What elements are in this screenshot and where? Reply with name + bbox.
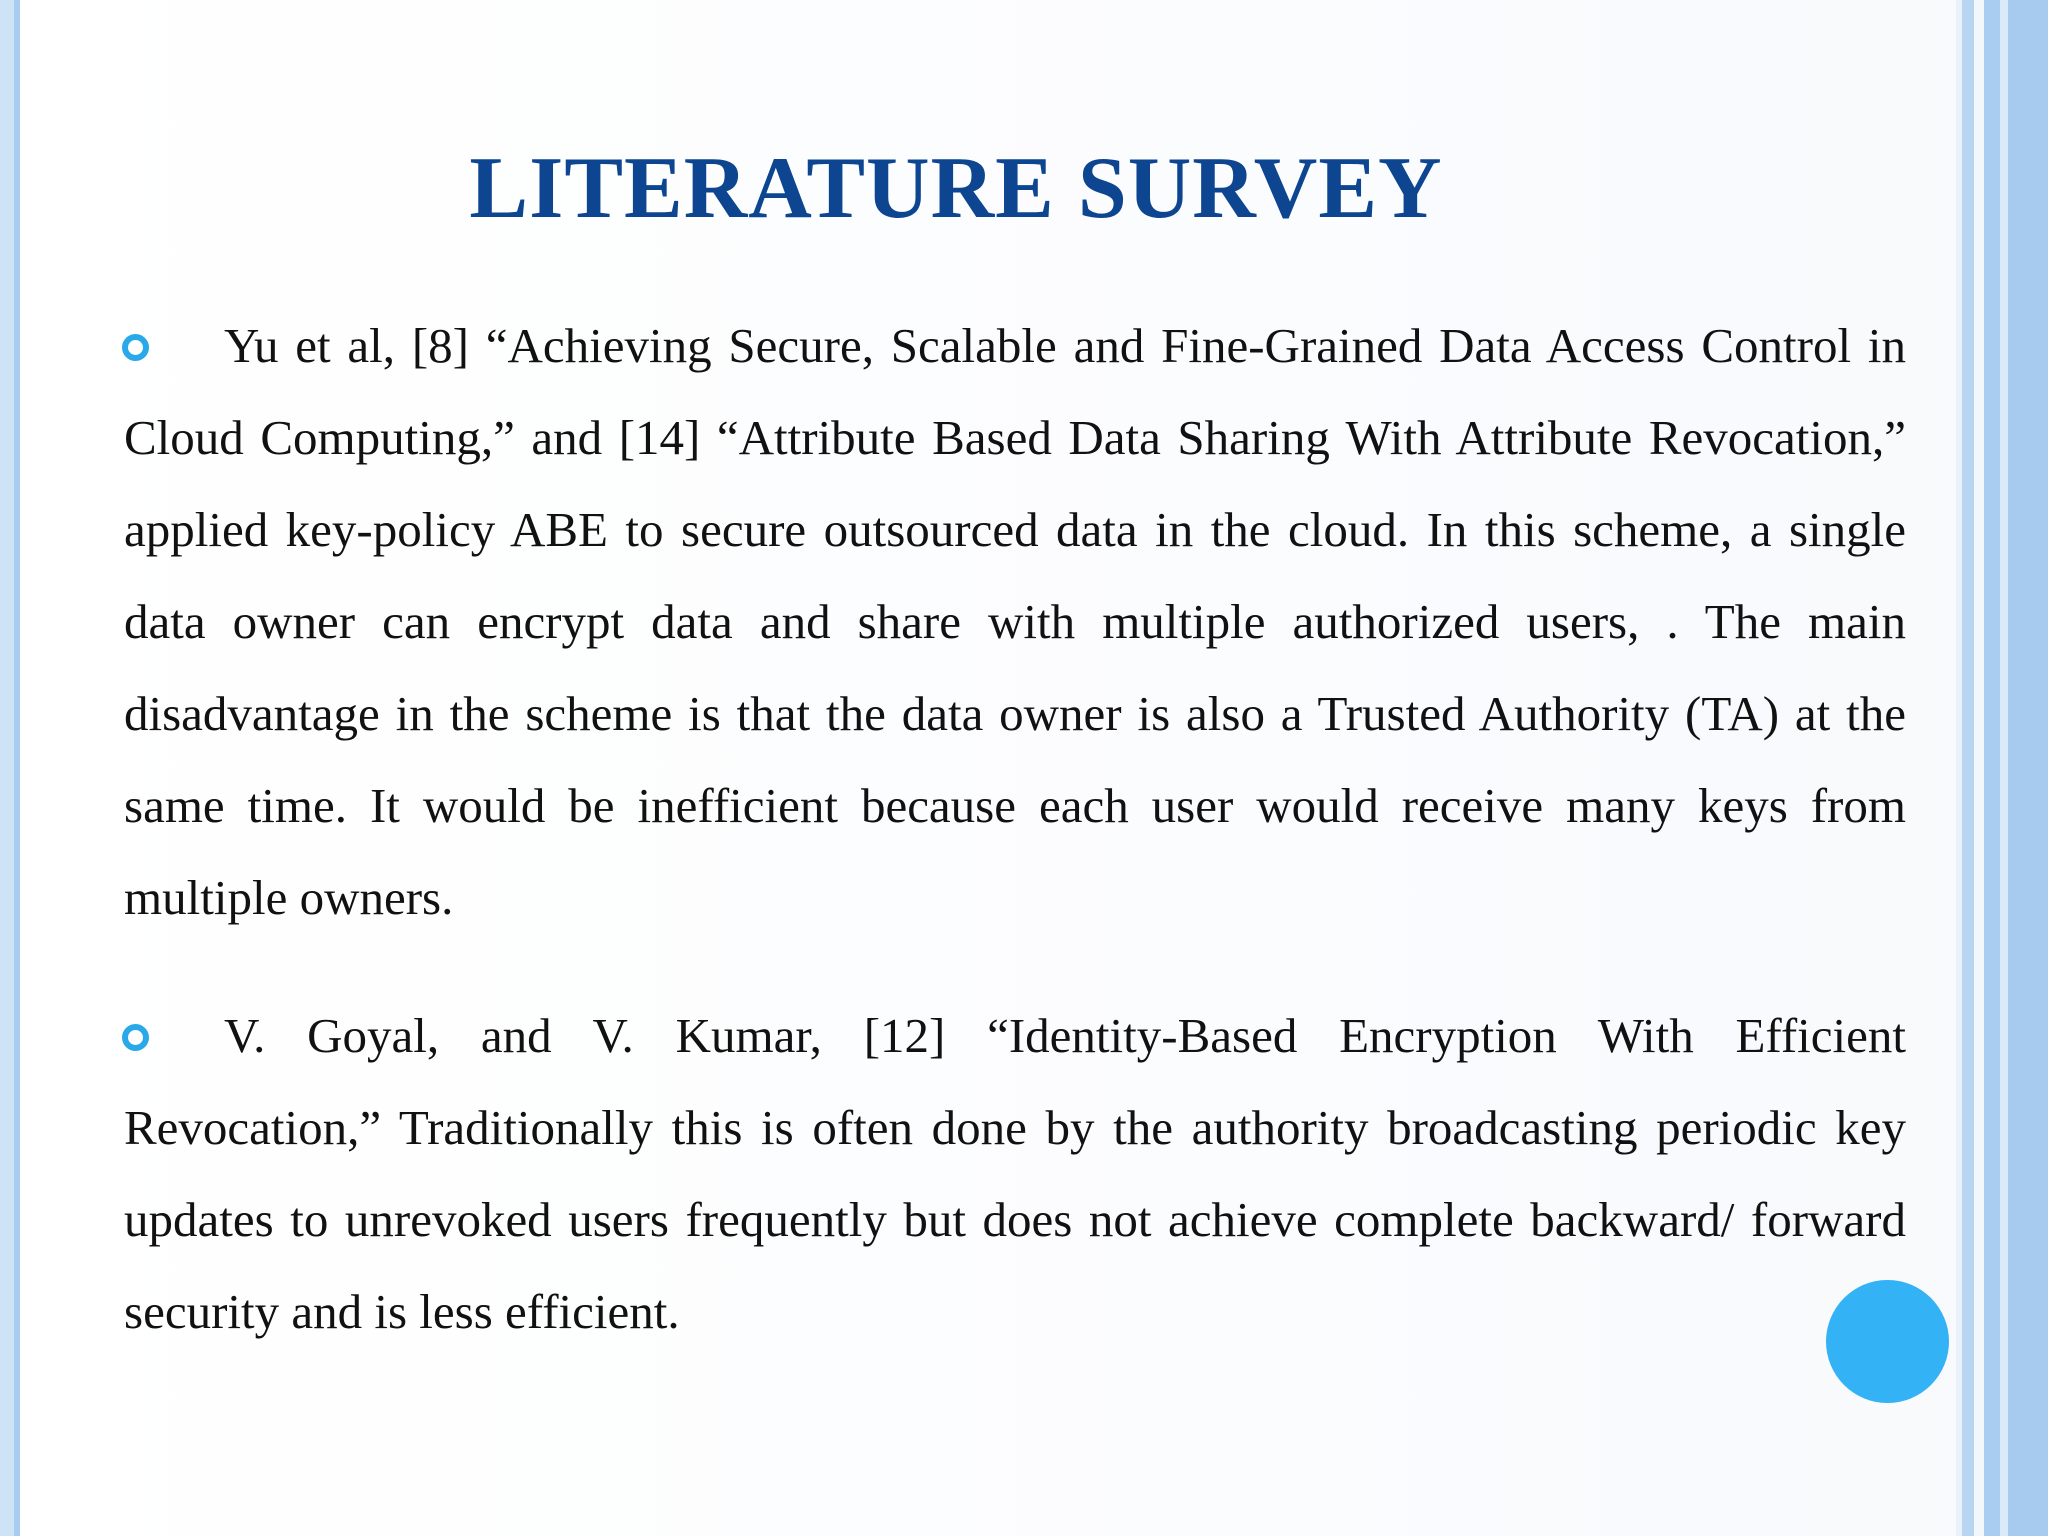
slide-title: LITERATURE SURVEY — [469, 140, 1443, 237]
ring-bullet-icon — [122, 1024, 149, 1051]
list-item — [124, 990, 1906, 1358]
right-border-stripes — [1956, 0, 2048, 1536]
list-item — [124, 300, 1906, 944]
decorative-circle — [1826, 1280, 1949, 1403]
ring-bullet-icon — [122, 334, 149, 361]
bullet-text: V. Goyal, and V. Kumar, [12] “Identity-Based Encryption With Efficient Revocation,” Traditionally this is often done by the authority broadcasting periodic key updates to unrevoked users frequently but does not achieve complete backward/ forward security and is less efficient. — [124, 1008, 1906, 1339]
bullet-text: Yu et al, [8] “Achieving Secure, Scalable and Fine-Grained Data Access Control in Cloud Computing,” and [14] “Attribute Based Data Sharing With Attribute Revocation,” applied key-policy ABE to secure outsourced data in the cloud. In this scheme, a single data owner can encrypt data and share with multiple authorized users, . The main disadvantage in the scheme is that the data owner is also a Trusted Authority (TA) at the same time. It would be inefficient because each user would receive many keys from multiple owners. — [124, 318, 1906, 925]
bullet-list — [124, 300, 1906, 1404]
